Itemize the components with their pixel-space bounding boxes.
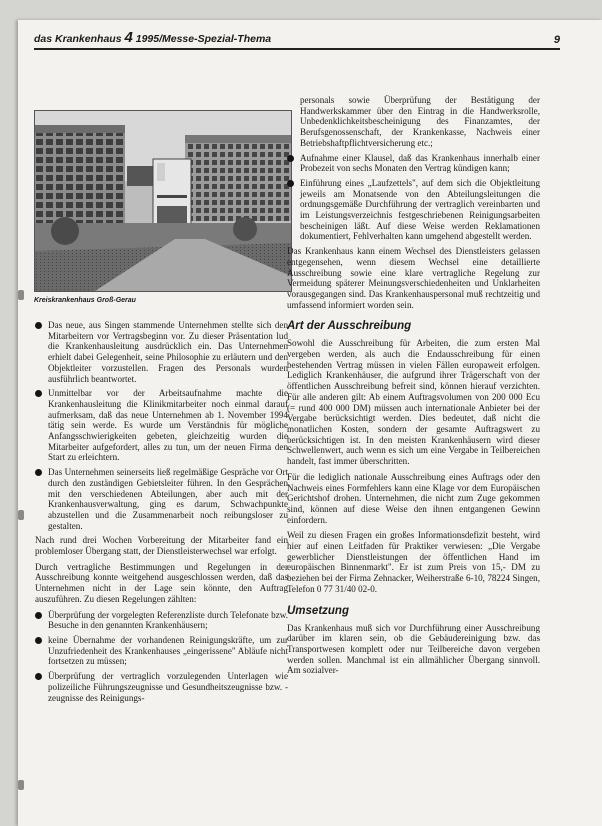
bullet-text: Unmittelbar vor der Arbeitsaufnahme machte die Krankenhausleitung die Klinikmitarbeiter noch einmal darauf aufmerksam, daß das neue Unternehmen ab 1. November 1994 tätig sein werde. Es wurde um Verständnis für mögliche Anfangsschwierigkeiten gebeten, gleichzeitig wurden die Mitarbeiter aufgefordert, alles zu tun, um der neuen Firma den Start zu erleichtern.	[48, 388, 288, 463]
list-item	[35, 320, 288, 384]
paragraph: Durch vertragliche Bestimmungen und Regelungen in der Ausschreibung konnte weitgehend ausgeschlossen werden, daß das Unternehmen nicht in der Lage sein könnte, den Auftrag auszuführen. Zu diesen Regelungen zählten:	[35, 561, 288, 604]
right-column	[287, 95, 540, 681]
bullet-icon	[35, 637, 42, 644]
bullet-text: Überprüfung der vorgelegten Referenzliste durch Telefonate bzw. Besuche in den genannten Krankenhäusern;	[48, 609, 288, 631]
bullet-text: Einführung eines „Laufzettels", auf dem sich die Objektleitung jeweils am Monatsende von den Abteilungsleitungen die ordnungsgemäße Durchführung der vertraglich vereinbarten und im Leistungsverzeichnis festgeschriebenen Reinigungsarbeiten bescheinigen läßt. Auf diese Weise werden Reklamationen dokumentiert, Fehlverhalten kann umgehend abgestellt werden.	[300, 177, 540, 242]
page-number: 9	[553, 34, 560, 46]
journal-title	[34, 29, 271, 46]
paragraph: Für die lediglich nationale Ausschreibung eines Auftrags oder den Nachweis eines Formfehlers kann eine Klage vor dem Europäischen Gerichtshof drohen. Unternehmen, die nicht zum Zuge gekommen sind, können auf diese Weise den ihnen entgangenen Gewinn einfordern.	[287, 471, 540, 525]
hospital-building-image	[35, 111, 291, 291]
bullet-text: Aufnahme einer Klausel, daß das Krankenhaus innerhalb einer Probezeit von sechs Monaten den Vertrag kündigen kann;	[300, 152, 540, 174]
page-header	[34, 30, 560, 50]
list-item	[35, 610, 288, 631]
bullet-icon	[35, 673, 42, 680]
bullet-text: Überprüfung der vertraglich vorzulegenden Unterlagen wie polizeiliche Führungszeugnisse und Gesundheitszeugnisse bzw. -zeugnisse des Reinigungs-	[48, 671, 288, 703]
paragraph: Weil zu diesen Fragen ein großes Informationsdefizit besteht, wird hier auf einen Leitfaden für Praktiker verwiesen: „Die Vergabe gewerblicher Dienstleistungen der öffentlichen Hand im europäischen Binnenmarkt". Er ist zum Preis von 15,- DM zu beziehen bei der Firma Zehnacker, Weiherstraße 6-10, 78224 Singen, Telefon 0 77 31/40 02-0.	[287, 530, 540, 594]
bullet-icon	[35, 322, 42, 329]
bullet-icon	[35, 390, 42, 397]
list-item	[35, 635, 288, 667]
paragraph: Nach rund drei Wochen Vorbereitung der Mitarbeiter fand ein problemloser Übergang statt, der Dienstleisterwechsel war erfolgt.	[35, 535, 288, 557]
hospital-photo	[34, 110, 292, 292]
left-column	[35, 320, 288, 707]
journal-name: das Krankenhaus	[34, 33, 122, 45]
staple-mark	[18, 510, 24, 520]
bullet-icon	[287, 180, 294, 187]
section-heading: Art der Ausschreibung	[287, 320, 412, 333]
issue-year-topic: 1995/Messe-Spezial-Thema	[135, 33, 272, 45]
bullet-icon	[35, 612, 42, 619]
bullet-icon	[287, 155, 294, 162]
list-item	[35, 388, 288, 463]
list-item-continued: personals sowie Überprüfung der Bestätigung der Handwerkskammer über den Eintrag in die Handwerksrolle, Unbedenklichkeitsbescheinigung des Finanzamtes, der Berufsgenossenschaft, der Krankenkasse, Nachweis einer Betriebshaftpflichtversicherung etc.;	[300, 95, 540, 148]
paragraph: Das Krankenhaus kann einem Wechsel des Dienstleisters gelassen entgegensehen, wenn diesem Wechsel eine detaillierte Ausschreibung sowie eine klare vertragliche Regelung zur Vermeidung späterer Meinungsverschiedenheiten und Unklarheiten vorausgegangen sind. Das Krankenhauspersonal muß rechtzeitig und umfassend informiert worden sein.	[287, 246, 540, 310]
staple-mark	[18, 290, 24, 300]
list-item	[287, 153, 540, 174]
list-item	[35, 671, 288, 703]
section-heading: Umsetzung	[287, 604, 349, 617]
paragraph: Das Krankenhaus muß sich vor Durchführung einer Ausschreibung darüber im klaren sein, ob die Gebäudereinigung bzw. das Transportwesen komplett oder nur Teilbereiche davon vergeben werden sollen. Manchmal ist ein allmählicher Übergang sinnvoll. Am sozialver-	[287, 622, 540, 676]
bullet-text: Das Unternehmen seinerseits ließ regelmäßige Gespräche vor Ort durch den zuständigen Gebietsleiter führen. In den Gesprächen mit den verschiedenen Abteilungen, aber auch mit der Krankenhausverwaltung, ging es darum, Schwachpunkte abzustellen und die Zusammenarbeit noch reibungsloser zu gestalten.	[48, 467, 288, 531]
paragraph: Sowohl die Ausschreibung für Arbeiten, die zum ersten Mal vergeben werden, als auch die Endausschreibung für einen bestehenden Vertrag müssen in vielen Fällen europaweit erfolgen. Lediglich Krankenhäuser, die aufgrund ihrer Trägerschaft von der öffentlichen Ausschreibung befreit sind, können hierauf verzichten. Für alle anderen gilt: Ab einem Auftragsvolumen von 200 000 Ecu (= rund 400 000 DM) müssen auch internationale Anbieter bei der Vergabe berücksichtigt werden. Dies bedeutet, daß nicht die monatlichen Kosten, sondern der gesamte Auftragswert zu berücksichtigen ist. In den meisten Krankenhäusern wird dieser Schwellenwert, auch wenn es sich um eine Vergabe in Teilbereichen handelt, fast immer überschritten.	[287, 338, 540, 467]
bullet-text: Das neue, aus Singen stammende Unternehmen stellte sich den Mitarbeitern vor Vertragsbeginn vor. Zu dieser Präsentation lud die Krankenhausleitung ausdrücklich ein. Das Unternehmen erhielt dabei Gelegenheit, seine Philosophie zu erläutern und den Objektleiter vorzustellen. Fragen des Personals wurden ausführlich beantwortet.	[48, 320, 288, 384]
staple-mark	[18, 780, 24, 790]
list-item	[287, 178, 540, 242]
issue-number: 4	[124, 29, 133, 46]
bullet-icon	[35, 469, 42, 476]
photo-caption: Kreiskrankenhaus Groß-Gerau	[34, 297, 136, 304]
bullet-text: keine Übernahme der vorhandenen Reinigungskräfte, um zur Unzufriedenheit des Krankenhauses „eingerissene" Abläufe nicht fortsetzen zu müssen;	[48, 634, 288, 667]
list-item	[35, 467, 288, 531]
